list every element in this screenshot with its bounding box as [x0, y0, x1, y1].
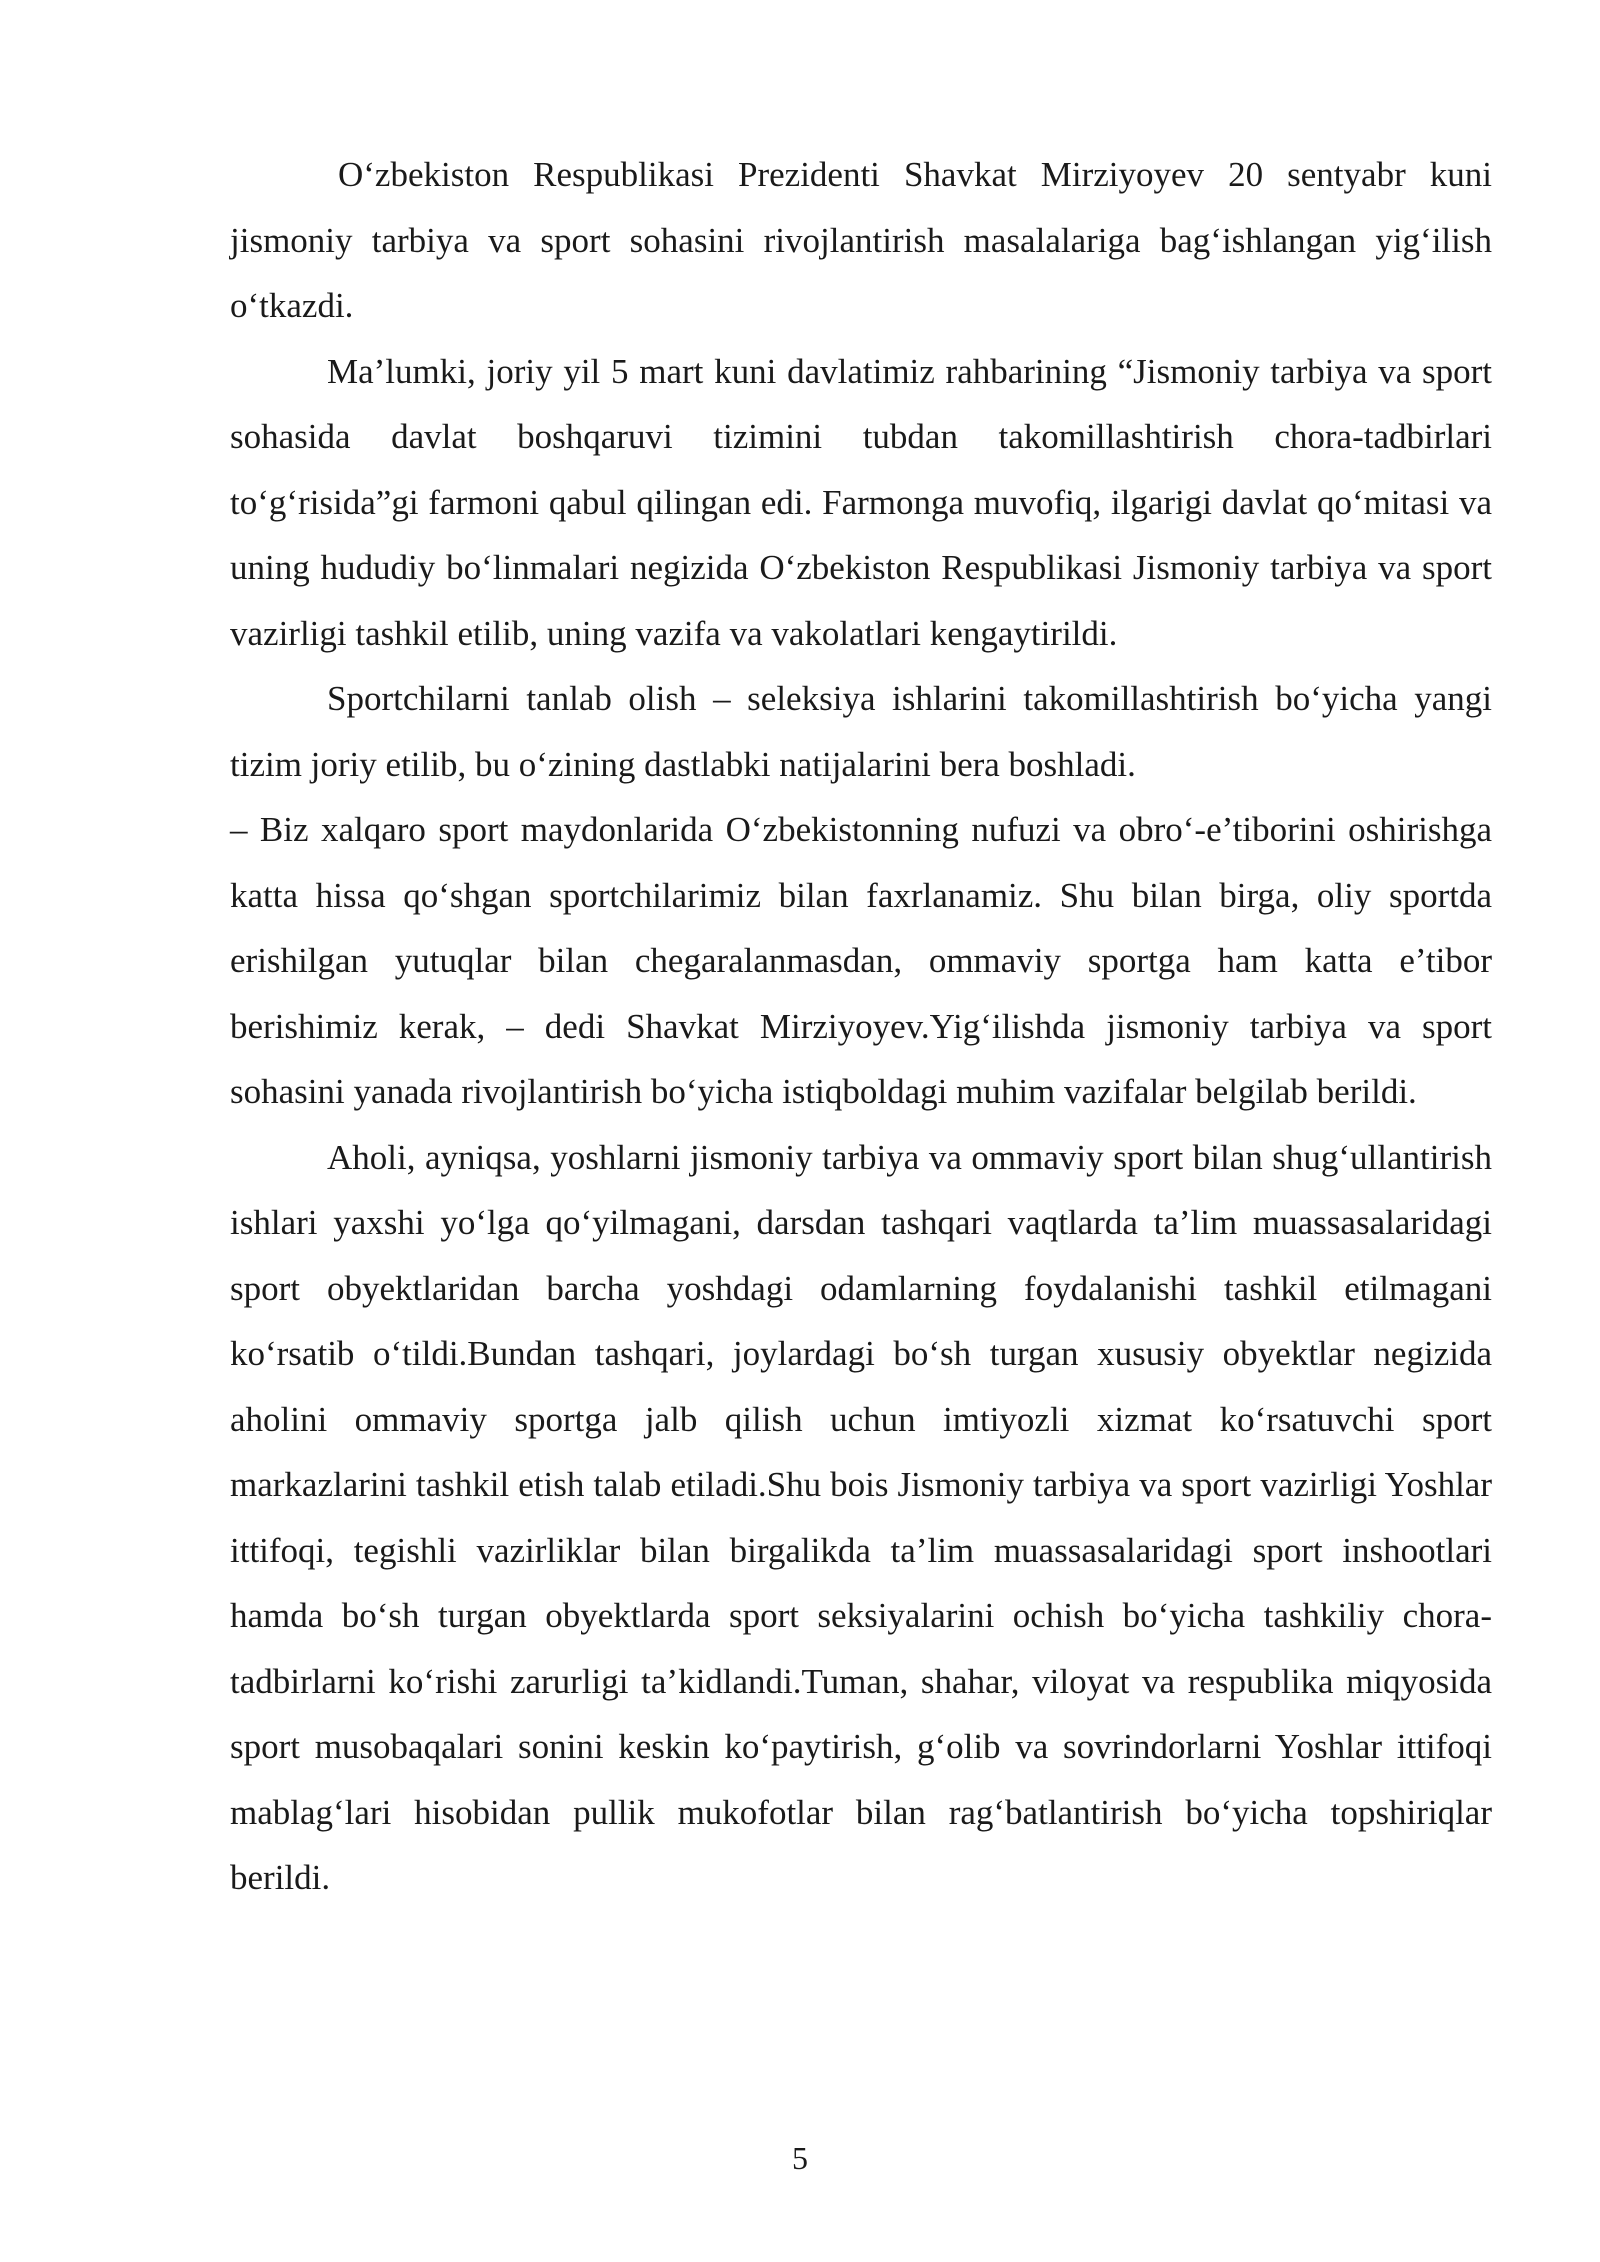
paragraph-3: Sportchilarni tanlab olish – seleksiya ishlarini takomillashtirish bo‘yicha yangi tizim joriy etilib, bu o‘zining dastlabki natijalarini bera boshladi. — [230, 679, 1492, 784]
paragraph-5: Aholi, ayniqsa, yoshlarni jismoniy tarbiya va ommaviy sport bilan shug‘ullantirish ishlari yaxshi yo‘lga qo‘yilmagani, darsdan tashqari vaqtlarda ta’lim muassasalaridagi sport obyektlaridan barcha yoshdagi odamlarning foydalanishi tashkil etilmagani ko‘rsatib o‘tildi.Bundan tashqari, joylardagi bo‘sh turgan xususiy obyektlar negizida aholini ommaviy sportga jalb qilish uchun imtiyozli xizmat ko‘rsatuvchi sport markazlarini tashkil etish talab etiladi.Shu bois Jismoniy tarbiya va sport vazirligi Yoshlar ittifoqi, tegishli vazirliklar bilan birgalikda ta’lim muassasalaridagi sport inshootlari hamda bo‘sh turgan obyektlarda sport seksiyalarini ochish bo‘yicha tashkiliy chora-tadbirlarni ko‘rishi zarurligi ta’kidlandi.Tuman, shahar, viloyat va respublika miqyosida sport musobaqalari sonini keskin ko‘paytirish, g‘olib va sovrindorlarni Yoshlar ittifoqi mablag‘lari hisobidan pullik mukofotlar bilan rag‘batlantirish bo‘yicha topshiriqlar berildi. — [230, 1137, 1492, 1897]
paragraph-1: O‘zbekiston Respublikasi Prezidenti Shavkat Mirziyoyev 20 sentyabr kuni jismoniy tarbiya va sport sohasini rivojlantirish masalalariga bag‘ishlangan yig‘ilish o‘tkazdi. — [230, 155, 1492, 325]
paragraph-2: Ma’lumki, joriy yil 5 mart kuni davlatimiz rahbarining “Jismoniy tarbiya va sport sohasida davlat boshqaruvi tizimini tubdan takomillashtirish chora-tadbirlari to‘g‘risida”gi farmoni qabul qilingan edi. Farmonga muvofiq, ilgarigi davlat qo‘mitasi va uning hududiy bo‘linmalari negizida O‘zbekiston Respublikasi Jismoniy tarbiya va sport vazirligi tashkil etilib, uning vazifa va vakolatlari kengaytirildi. — [230, 351, 1492, 653]
paragraph-4-quote: – Biz xalqaro sport maydonlarida O‘zbekistonning nufuzi va obro‘-e’tiborini oshirishga katta hissa qo‘shgan sportchilarimiz bilan faxrlanamiz. Shu bilan birga, oliy sportda erishilgan yutuqlar bilan chegaralanmasdan, ommaviy sportga ham katta e’tibor berishimiz kerak, – dedi Shavkat Mirziyoyev.Yig‘ilishda jismoniy tarbiya va sport sohasini yanada rivojlantirish bo‘yicha istiqboldagi muhim vazifalar belgilab berildi. — [230, 810, 1492, 1111]
document-body — [230, 142, 1492, 1911]
page-number: 5 — [792, 2140, 808, 2176]
